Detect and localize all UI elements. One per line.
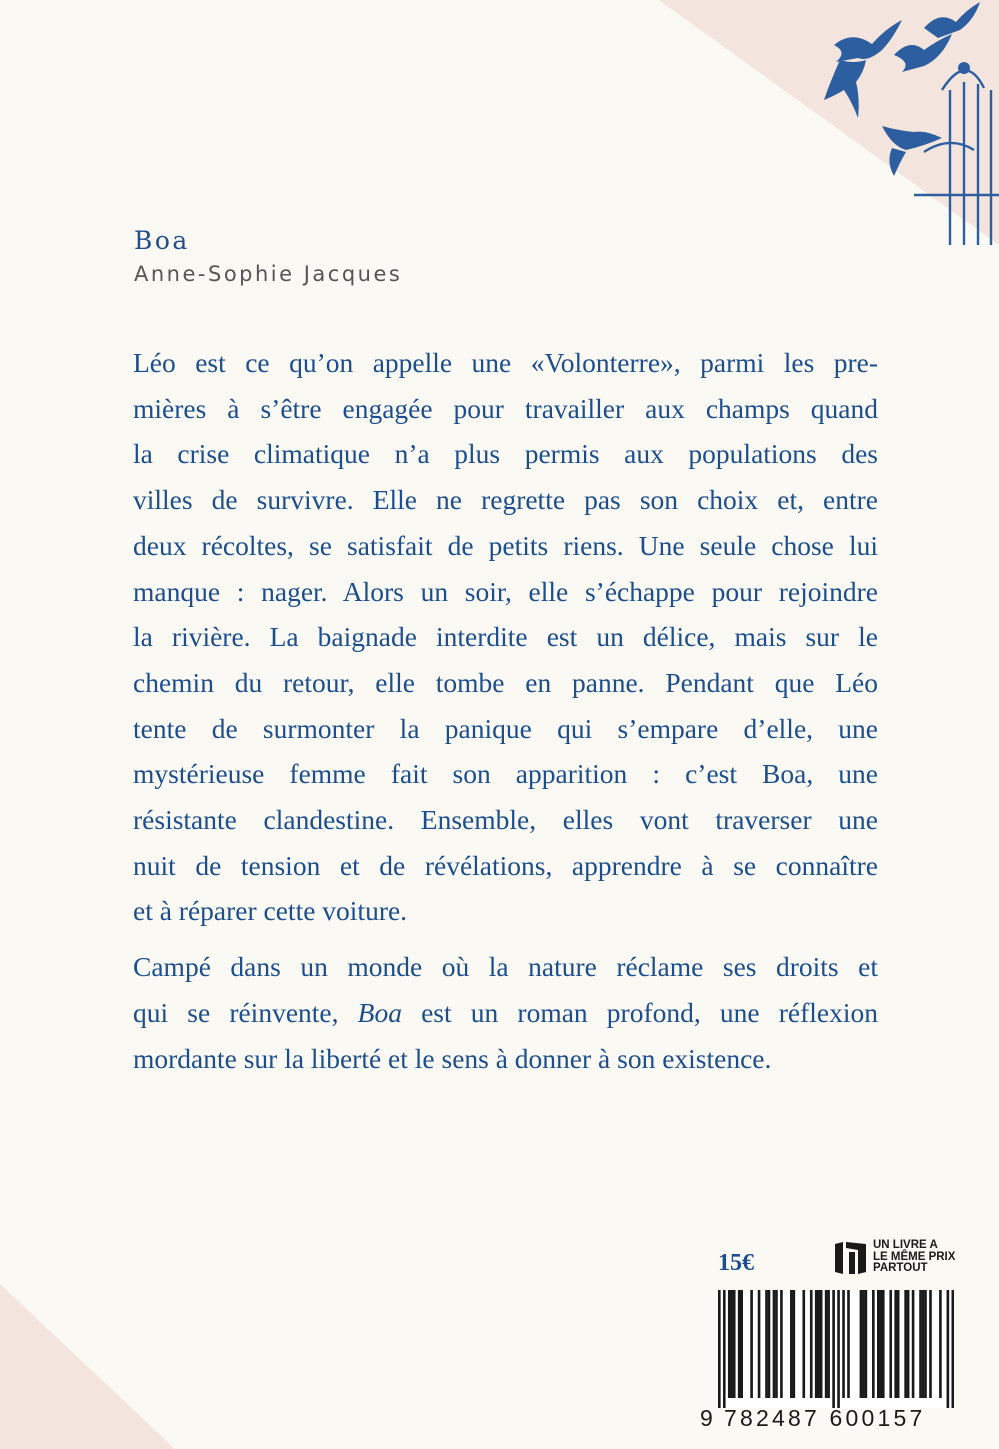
barcode-bar bbox=[738, 1290, 741, 1398]
fixed-price-label-line: PARTOUT bbox=[873, 1262, 928, 1274]
barcode-bar bbox=[924, 1290, 927, 1398]
fixed-price-label-line: UN LIVRE A bbox=[873, 1239, 938, 1251]
barcode-bar bbox=[815, 1290, 818, 1398]
barcode-bar bbox=[820, 1290, 823, 1398]
synopsis-line: la rivière. La baignade interdite est un délice, mais sur le bbox=[133, 621, 878, 653]
barcode-bar bbox=[768, 1290, 771, 1398]
barcode-bar bbox=[765, 1290, 768, 1398]
barcode-bar bbox=[919, 1290, 922, 1398]
barcode-bar bbox=[877, 1290, 880, 1398]
barcode-bar bbox=[832, 1290, 835, 1408]
barcode-bar bbox=[879, 1290, 882, 1398]
barcode-bar bbox=[929, 1290, 932, 1398]
synopsis-line: et à réparer cette voiture. bbox=[133, 895, 408, 927]
barcode-bar bbox=[872, 1290, 875, 1398]
barcode-bar bbox=[733, 1290, 736, 1398]
barcode-bar bbox=[939, 1290, 942, 1398]
barcode-bar bbox=[904, 1290, 907, 1398]
barcode-bar bbox=[952, 1290, 954, 1408]
synopsis-line: Campé dans un monde où la nature réclame ses droits et bbox=[133, 951, 878, 983]
synopsis-line: nuit de tension et de révélations, apprendre à se connaître bbox=[133, 849, 878, 881]
swallows-birdcage-icon bbox=[774, 0, 999, 245]
barcode-bar bbox=[728, 1290, 731, 1398]
barcode-bar bbox=[740, 1290, 743, 1398]
barcode-bar bbox=[802, 1290, 805, 1398]
barcode bbox=[718, 1290, 954, 1408]
synopsis-paragraph-2 bbox=[133, 944, 878, 1081]
synopsis-line: deux récoltes, se satisfait de petits riens. Une seule chose lui bbox=[133, 529, 878, 561]
barcode-bar bbox=[773, 1290, 776, 1398]
barcode-bar bbox=[860, 1290, 863, 1398]
barcode-bar bbox=[922, 1290, 925, 1398]
synopsis-line: chemin du retour, elle tombe en panne. Pendant que Léo bbox=[133, 666, 878, 698]
isbn-first-digit: 9 bbox=[700, 1405, 713, 1431]
barcode-bar bbox=[790, 1290, 793, 1398]
barcode-bar bbox=[718, 1290, 721, 1408]
synopsis-line: mières à s’être engagée pour travailler aux champs quand bbox=[133, 392, 878, 424]
barcode-bar bbox=[842, 1290, 845, 1398]
synopsis-text: est un roman profond, une réflexion bbox=[401, 996, 878, 1028]
book-author: Anne-Sophie Jacques bbox=[134, 262, 403, 286]
barcode-bar bbox=[847, 1290, 850, 1398]
barcode-bar bbox=[750, 1290, 753, 1398]
synopsis-text: qui se réinvente, bbox=[133, 996, 358, 1028]
synopsis-line: manque : nager. Alors un soir, elle s’échappe pour rejoindre bbox=[133, 575, 878, 607]
barcode-bar bbox=[817, 1290, 820, 1398]
barcode-bar bbox=[894, 1290, 897, 1398]
barcode-bar bbox=[889, 1290, 892, 1398]
price: 15€ bbox=[718, 1250, 754, 1276]
book-price-logo-icon bbox=[833, 1240, 868, 1276]
barcode-bar bbox=[793, 1290, 796, 1398]
corner-decoration-bottom-left bbox=[0, 1284, 175, 1449]
barcode-bar bbox=[907, 1290, 910, 1398]
synopsis bbox=[133, 340, 878, 1081]
barcode-bar bbox=[947, 1290, 950, 1408]
barcode-bar bbox=[865, 1290, 868, 1398]
synopsis-line: résistante clandestine. Ensemble, elles vont traverser une bbox=[133, 804, 878, 836]
barcode-bar bbox=[758, 1290, 761, 1398]
isbn-digits: 782487 600157 bbox=[724, 1405, 926, 1431]
barcode-bar bbox=[723, 1290, 726, 1408]
barcode-bar bbox=[780, 1290, 783, 1398]
barcode-bar bbox=[825, 1290, 828, 1398]
fixed-price-label bbox=[873, 1240, 963, 1275]
synopsis-line: tente de surmonter la panique qui s’empare d’elle, une bbox=[133, 712, 878, 744]
barcode-bar bbox=[810, 1290, 813, 1398]
synopsis-line: villes de survivre. Elle ne regrette pas son choix et, entre bbox=[133, 484, 878, 516]
synopsis-line: la crise climatique n’a plus permis aux populations des bbox=[133, 438, 878, 470]
fixed-price-label-line: LE MÊME PRIX bbox=[873, 1250, 956, 1263]
barcode-bar bbox=[775, 1290, 778, 1398]
synopsis-line: mordante sur la liberté et le sens à donner à son existence. bbox=[133, 1042, 772, 1074]
barcode-bar bbox=[897, 1290, 900, 1398]
book-title: Boa bbox=[134, 226, 190, 255]
synopsis-paragraph-1 bbox=[133, 340, 878, 934]
barcode-bar bbox=[882, 1290, 885, 1398]
barcode-bar bbox=[827, 1290, 830, 1398]
barcode-bar bbox=[837, 1290, 840, 1408]
synopsis-line: Léo est ce qu’on appelle une «Volonterre», parmi les pre- bbox=[133, 347, 878, 378]
synopsis-line bbox=[133, 990, 878, 1036]
barcode-bar bbox=[862, 1290, 865, 1398]
barcode-bar bbox=[912, 1290, 915, 1398]
barcode-bar bbox=[730, 1290, 733, 1398]
synopsis-title-italic: Boa bbox=[357, 996, 402, 1028]
synopsis-line: mystérieuse femme fait son apparition : c’est Boa, une bbox=[133, 758, 878, 790]
